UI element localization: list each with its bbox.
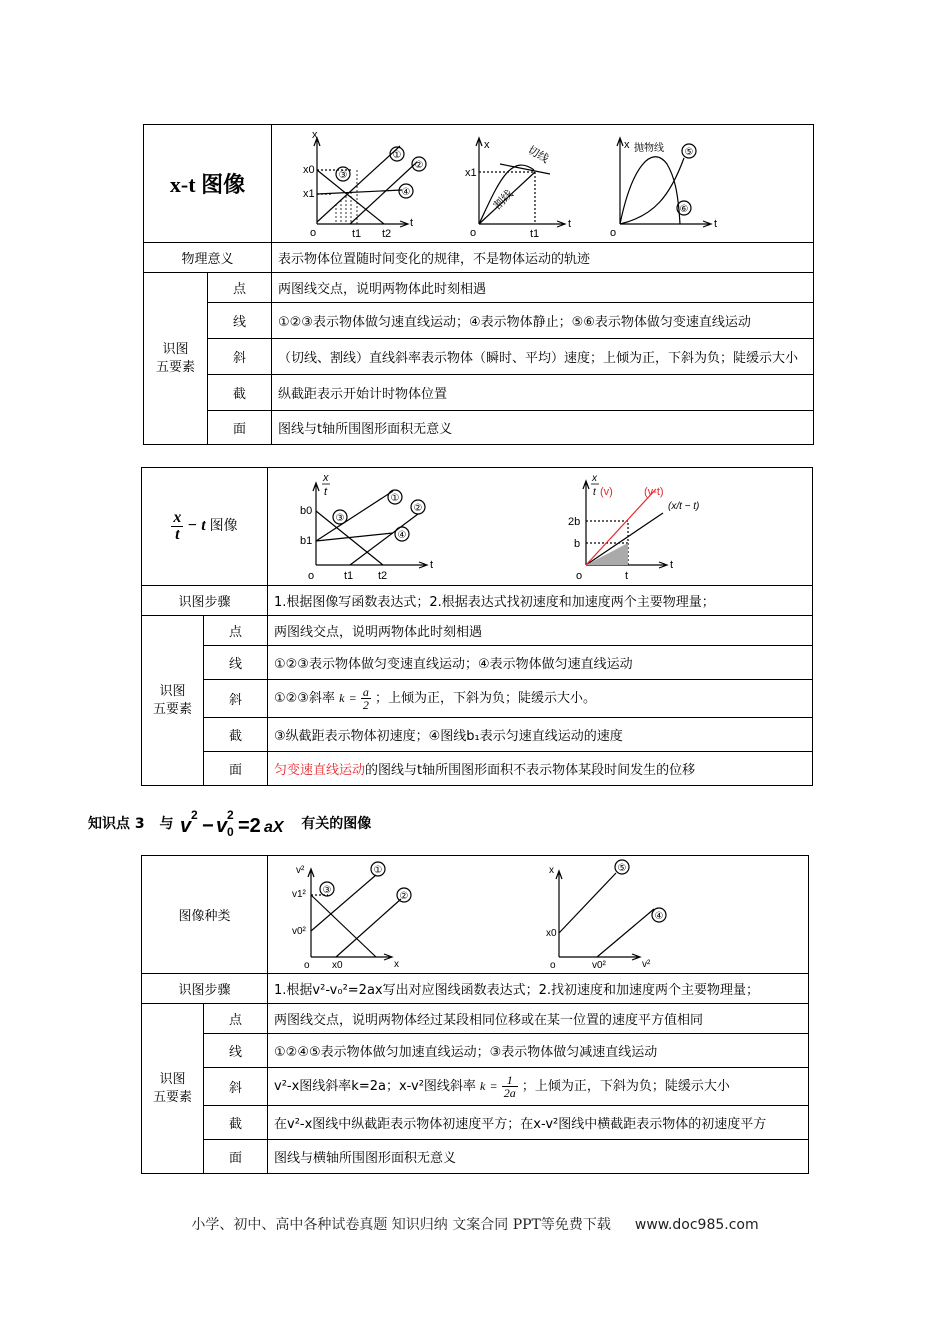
xtt-g2-x-axis: t bbox=[670, 558, 674, 571]
xtt-slope-text-before: ①②③斜率 bbox=[274, 691, 335, 706]
xtt-area-text: 的图线与t轴所围图形面积不表示物体某段时间发生的位移 bbox=[365, 763, 696, 778]
xt-g1-marker-2: ② bbox=[414, 159, 424, 171]
xtt-row-label: 识图步骤 bbox=[142, 586, 268, 616]
xt-g1-marker-1: ① bbox=[392, 149, 402, 161]
xtt-row-label: 斜 bbox=[204, 680, 268, 718]
v2x-graphs-cell bbox=[268, 856, 809, 974]
xt-g3-x-axis: t bbox=[714, 217, 718, 230]
svg-text:v: v bbox=[180, 815, 192, 837]
page-footer bbox=[0, 1214, 950, 1234]
xtt-g1-marker-1: ① bbox=[390, 492, 400, 504]
v2x-g1-marker-2: ② bbox=[399, 890, 409, 902]
xt-g1-x-axis: t bbox=[410, 216, 414, 229]
section-3-heading bbox=[88, 806, 371, 840]
xt-g2-xtick-t1: t1 bbox=[530, 227, 540, 240]
v2x-row-label: 点 bbox=[204, 1004, 268, 1034]
svg-text:x: x bbox=[592, 472, 597, 484]
xtt-g2-ytick-b: b bbox=[574, 537, 581, 550]
xtt-title: 图像 bbox=[209, 518, 238, 534]
xtt-row-text: ①②③斜率 k = $\frac{a}{2}$ ；上倾为正，下斜为负；陡缓示大小。 bbox=[268, 680, 813, 718]
xt-g3-label-parabola: 抛物线 bbox=[634, 142, 664, 154]
xt-g3-origin: o bbox=[610, 226, 617, 239]
v2x-row-label: 面 bbox=[204, 1140, 268, 1174]
v2x-slope-text-before: v²-x图线斜率k=2a；x-v²图线斜率 bbox=[274, 1079, 476, 1094]
v2x-g2-y-axis: x bbox=[549, 864, 555, 876]
xtt-g1-xtick-t1: t1 bbox=[344, 569, 354, 582]
v2x-g1-x-axis: x bbox=[394, 958, 400, 970]
svg-text:t: t bbox=[593, 486, 596, 498]
v2x-g1-origin: o bbox=[304, 959, 310, 971]
svg-text:(x/t − t): (x/t − t) bbox=[668, 500, 700, 512]
v2x-row-text: 在v²-x图线中纵截距表示物体初速度平方；在x-v²图线中横截距表示物体的初速度平方 bbox=[268, 1106, 809, 1140]
xt-row-text: 表示物体位置随时间变化的规律，不是物体运动的轨迹 bbox=[272, 243, 814, 273]
svg-text:2: 2 bbox=[191, 808, 199, 822]
xt-row-text: 纵截距表示开始计时物体位置 bbox=[272, 375, 814, 411]
v2x-row-text: 1.根据v²-v₀²=2ax写出对应图线函数表达式；2.找初速度和加速度两个主要物理量； bbox=[268, 974, 809, 1004]
xt-row-label: 点 bbox=[208, 273, 272, 303]
xt-row-text: 两图线交点，说明两物体此时刻相遇 bbox=[272, 273, 814, 303]
xtt-g1-ytick-b1: b1 bbox=[300, 534, 313, 547]
xt-g1-origin: o bbox=[310, 226, 317, 239]
xt-row-label: 线 bbox=[208, 303, 272, 339]
v2x-g2-marker-5: ⑤ bbox=[617, 862, 627, 874]
xt-row-label: 截 bbox=[208, 375, 272, 411]
xtt-slope-text-after: ；上倾为正，下斜为负；陡缓示大小。 bbox=[374, 691, 596, 706]
xt-graphs-cell bbox=[272, 125, 814, 243]
svg-text:v: v bbox=[216, 815, 228, 837]
v2x-g1-y-axis: v² bbox=[296, 864, 305, 876]
v2x-g2-xtick-v0: v0² bbox=[592, 959, 606, 971]
xt-group-label: 识图 五要素 bbox=[144, 273, 208, 445]
v2x-g1-marker-3: ③ bbox=[322, 884, 332, 896]
footer-site: www.doc985.com bbox=[634, 1217, 759, 1233]
svg-text:aX: aX bbox=[264, 819, 284, 836]
section-3-prefix: 与 bbox=[159, 816, 174, 832]
section-3-formula bbox=[178, 806, 296, 840]
v2x-row-text: v²-x图线斜率k=2a；x-v²图线斜率 k = $\frac{1}{2a}$ ；上倾为正，下斜为负；陡缓示大小 bbox=[268, 1068, 809, 1106]
xtt-g2-label-v: (v) bbox=[600, 485, 613, 498]
xt-table bbox=[143, 124, 814, 445]
xt-g2-y-axis: x bbox=[484, 138, 490, 151]
xtt-g2-label-vt: (v-t) bbox=[644, 485, 664, 498]
v2x-g2-ytick-x0: x0 bbox=[546, 927, 557, 939]
xtt-row-text: 1.根据图像写函数表达式；2.根据表达式找初速度和加速度两个主要物理量； bbox=[268, 586, 813, 616]
v2x-g2-origin: o bbox=[550, 959, 556, 971]
xt-g1-xtick-t2: t2 bbox=[382, 227, 392, 240]
xtt-title-fraction: $\frac{x}{t}$ bbox=[173, 509, 182, 543]
v2x-table bbox=[141, 855, 809, 1174]
xt-g2-label-secant: 割线 bbox=[491, 187, 516, 212]
v2x-row-label: 截 bbox=[204, 1106, 268, 1140]
xt-row-label: 斜 bbox=[208, 339, 272, 375]
v2x-g1-marker-1: ① bbox=[373, 864, 383, 876]
v2x-g2-marker-4: ④ bbox=[654, 910, 664, 922]
v2x-group-label: 识图 五要素 bbox=[142, 1004, 204, 1174]
xt-g3-y-axis: x bbox=[624, 138, 630, 151]
v2x-g2-x-axis: v² bbox=[642, 958, 651, 970]
xt-g2-ytick-x1: x1 bbox=[465, 166, 477, 179]
xt-g2-origin: o bbox=[470, 226, 477, 239]
xtt-row-label: 面 bbox=[204, 752, 268, 786]
xt-row-text: ①②③表示物体做匀速直线运动；④表示物体静止；⑤⑥表示物体做匀变速直线运动 bbox=[272, 303, 814, 339]
xt-graphs bbox=[272, 126, 812, 242]
xt-g3-marker-6: ⑥ bbox=[679, 203, 689, 215]
svg-text:−: − bbox=[202, 815, 215, 837]
xtt-g1-marker-3: ③ bbox=[335, 512, 345, 524]
xtt-g1-x-axis: t bbox=[430, 558, 434, 571]
xt-row-text: （切线、割线）直线斜率表示物体（瞬时、平均）速度；上倾为正，下斜为负；陡缓示大小 bbox=[272, 339, 814, 375]
xt-g1-ytick-x0: x0 bbox=[303, 163, 315, 176]
xt-g2-x-axis: t bbox=[568, 217, 572, 230]
xtt-row-label: 线 bbox=[204, 646, 268, 680]
v2x-graphs bbox=[268, 857, 807, 973]
svg-text:2: 2 bbox=[227, 808, 235, 822]
xt-g1-xtick-t1: t1 bbox=[352, 227, 362, 240]
xt-g2-label-tangent: 切线 bbox=[525, 143, 551, 166]
xtt-title-cell: $\frac{x}{t}$ − t 图像 bbox=[142, 468, 268, 586]
xt-row-label: 面 bbox=[208, 411, 272, 445]
xtt-g2-xtick-t: t bbox=[625, 569, 629, 582]
xtt-graphs-cell bbox=[268, 468, 813, 586]
xtt-row-label: 截 bbox=[204, 718, 268, 752]
xtt-g1-marker-2: ② bbox=[413, 502, 423, 514]
xtt-area-text-red: 匀变速直线运动 bbox=[274, 763, 366, 778]
v2x-row-text: 图线与横轴所围图形面积无意义 bbox=[268, 1140, 809, 1174]
xtt-row-label: 点 bbox=[204, 616, 268, 646]
v2x-row-label: 线 bbox=[204, 1034, 268, 1068]
xtt-g2-ytick-2b: 2b bbox=[568, 515, 581, 528]
v2x-slope-text-after: ；上倾为正，下斜为负；陡缓示大小 bbox=[521, 1079, 730, 1094]
xt-row-label: 物理意义 bbox=[144, 243, 272, 273]
xtt-row-text: ③纵截距表示物体初速度；④图线b₁表示匀速直线运动的速度 bbox=[268, 718, 813, 752]
v2x-row-label: 图像种类 bbox=[142, 856, 268, 974]
xt-g3-marker-5: ⑤ bbox=[684, 146, 694, 158]
xtt-row-text: ①②③表示物体做匀变速直线运动；④表示物体做匀速直线运动 bbox=[268, 646, 813, 680]
xt-row-text: 图线与t轴所围图形面积无意义 bbox=[272, 411, 814, 445]
xtt-g1-xtick-t2: t2 bbox=[378, 569, 388, 582]
xtt-group-label: 识图 五要素 bbox=[142, 616, 204, 786]
xt-g1-marker-3: ③ bbox=[338, 169, 348, 181]
v2x-row-label: 斜 bbox=[204, 1068, 268, 1106]
xt-g1-y-axis: x bbox=[312, 128, 318, 141]
xt-g1-marker-4: ④ bbox=[401, 186, 411, 198]
v2x-row-text: ①②④⑤表示物体做匀加速直线运动；③表示物体做匀减速直线运动 bbox=[268, 1034, 809, 1068]
xtt-row-text bbox=[268, 752, 813, 786]
footer-text: 小学、初中、高中各种试卷真题 知识归纳 文案合同 PPT等免费下载 bbox=[191, 1217, 611, 1233]
svg-text:0: 0 bbox=[227, 825, 235, 839]
xt-title: x-t 图像 bbox=[169, 172, 246, 197]
xtt-row-text: 两图线交点，说明两物体此时刻相遇 bbox=[268, 616, 813, 646]
xtt-g1-marker-4: ④ bbox=[397, 529, 407, 541]
v2x-row-text: 两图线交点，说明两物体经过某段相同位移或在某一位置的速度平方值相同 bbox=[268, 1004, 809, 1034]
xtt-g1-origin: o bbox=[308, 569, 315, 582]
svg-text:t: t bbox=[324, 485, 328, 498]
svg-text:=2: =2 bbox=[238, 815, 262, 837]
xt-g1-ytick-x1: x1 bbox=[303, 187, 315, 200]
xtt-g2-origin: o bbox=[576, 569, 583, 582]
v2x-g1-ytick-v0: v0² bbox=[292, 925, 306, 937]
section-3-label: 知识点 3 bbox=[88, 816, 145, 832]
xtt-g1-ytick-b0: b0 bbox=[300, 504, 313, 517]
v2x-g1-xtick-x0: x0 bbox=[332, 959, 343, 971]
v2x-g1-ytick-v1: v1² bbox=[292, 888, 306, 900]
xt-title-cell bbox=[144, 125, 272, 243]
section-3-suffix: 有关的图像 bbox=[301, 816, 372, 832]
xtt-graphs bbox=[268, 469, 811, 585]
xtt-table bbox=[141, 467, 813, 786]
svg-text:x: x bbox=[323, 471, 329, 484]
v2x-row-label: 识图步骤 bbox=[142, 974, 268, 1004]
